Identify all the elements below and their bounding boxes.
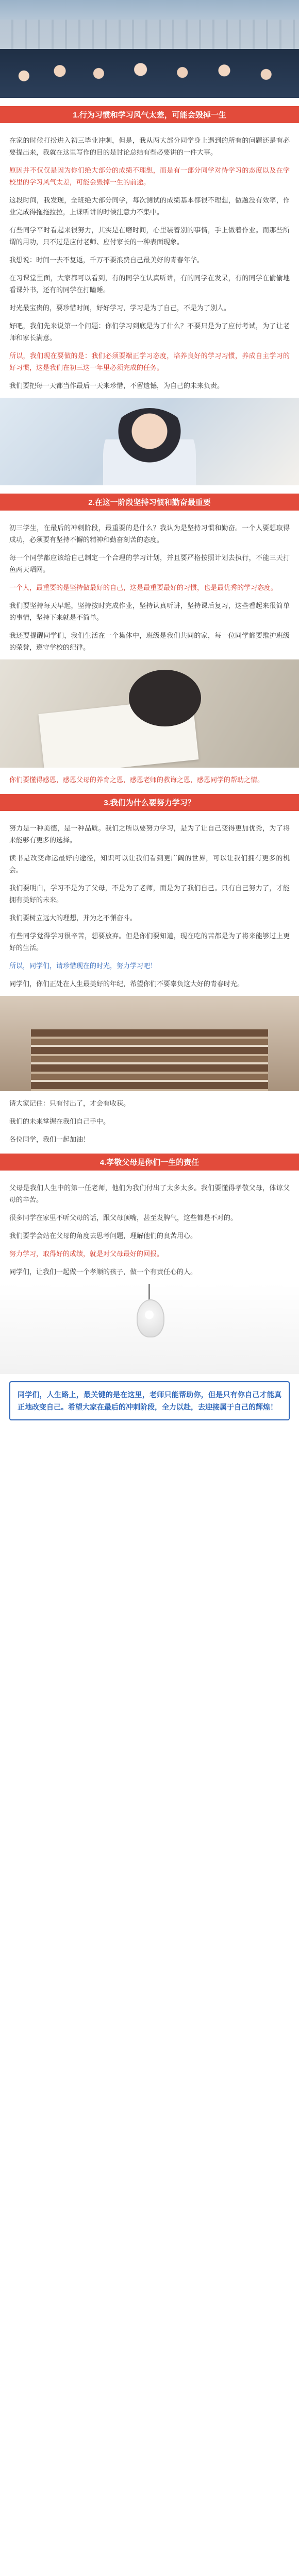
paragraph: 在习课堂里面，大家都可以看到，有的同学在认真听讲，有的同学在发呆，有的同学在偷偷地看课外书，还有的同学在打瞌睡。 (9, 274, 290, 294)
paragraph-highlight: 你们要懂得感恩，感恩父母的养育之恩，感恩老师的教诲之恩，感恩同学的帮助之情。 (9, 776, 264, 784)
paragraph: 时光最宝贵的，要珍惜时间，好好学习，学习是为了自己，不是为了别人。 (9, 304, 231, 312)
paragraph-highlight: 所以，我们现在要做的是：我们必须要端正学习态度，培养良好的学习习惯，养成自主学习的好习惯，这是我们在初三这一年里必须完成的任务。 (9, 352, 290, 371)
paragraph: 这段时间，我发现，全班绝大部分同学，每次测试的成绩基本都很不理想，做题没有效率，作业完成得拖拖拉拉，上课听讲的时候注意力不集中。 (9, 196, 290, 216)
lamp-bulb-shape (137, 1299, 164, 1337)
section-1-body (0, 128, 299, 392)
section-2-body-continued (0, 768, 299, 786)
girl-figure-shape (103, 408, 196, 485)
paragraph: 有些同学平时看起来很努力，其实是在磨时间，心里装着别的事情，手上做着作业。而那些所谓的用功，只不过是应付老师、应付家长的一种表面现象。 (9, 226, 290, 246)
student-girl-photo (0, 398, 299, 485)
paragraph: 请大家记住：只有付出了，才会有收获。 (9, 1099, 130, 1107)
paragraph: 父母是我们人生中的第一任老师，他们为我们付出了太多太多。我们要懂得孝敬父母，体谅父母的辛苦。 (9, 1184, 290, 1204)
paragraph: 努力是一种美德，是一种品质。我们之所以要努力学习，是为了让自己变得更加优秀，为了将来能够有更多的选择。 (9, 824, 290, 844)
paragraph: 好吧，我们先来说第一个问题：你们学习到底是为了什么？不要只是为了应付考试，为了让老师和家长满意。 (9, 322, 290, 342)
paragraph: 有些同学觉得学习很辛苦，想要放弃。但是你们要知道，现在吃的苦都是为了将来能够过上更好的生活。 (9, 932, 290, 952)
paragraph: 很多同学在家里不听父母的话，跟父母顶嘴，甚至发脾气，这些都是不对的。 (9, 1214, 238, 1222)
books-stack-photo (0, 996, 299, 1091)
paragraph: 我们的未来掌握在我们自己手中。 (9, 1117, 110, 1125)
paragraph: 读书是改变命运最好的途径，知识可以让我们看到更广阔的世界，可以让我们拥有更多的机会。 (9, 854, 290, 874)
paragraph-highlight: 所以，同学们，请珍惜现在的时光，努力学习吧！ (9, 962, 157, 970)
lamp-cord-shape (148, 1284, 150, 1300)
paragraph: 各位同学，我们一起加油！ (9, 1136, 90, 1143)
section-4-body (0, 1176, 299, 1278)
paragraph: 我还要提醒同学们，我们生活在一个集体中，班级是我们共同的家，每一位同学都要维护班级的荣誉，遵守学校的纪律。 (9, 632, 290, 651)
building-shape (0, 20, 299, 50)
student-crowd-shape (0, 49, 299, 98)
section-title-2: 2.在这一阶段坚持习惯和勤奋最重要 (0, 494, 299, 511)
lamp-bulb-photo (0, 1284, 299, 1374)
section-3-body (0, 816, 299, 990)
paragraph: 初三学生，在最后的冲刺阶段，最重要的是什么？我认为是坚持习惯和勤奋。一个人要想取得成功，必须要有坚持不懈的精神和勤奋刻苦的态度。 (9, 524, 290, 544)
section-title-1: 1.行为习惯和学习风气太差，可能会毁掉一生 (0, 106, 299, 123)
books-shape (31, 1029, 268, 1091)
paragraph: 我们要树立远大的理想，并为之不懈奋斗。 (9, 914, 137, 922)
paragraph-highlight: 一个人，最重要的是坚持做最好的自己，这是最重要最好的习惯，也是最优秀的学习态度。 (9, 584, 278, 591)
student-desk-photo (0, 659, 299, 768)
hero-photo (0, 0, 299, 98)
paragraph: 我们要把每一天都当作最后一天来珍惜，不留遗憾，为自己的未来负责。 (9, 382, 224, 389)
paragraph: 在家的时候打扮进入初三毕业冲刺，但是，我从两大部分同学身上遇到的所有的问题还是有必要提出来，我就在这里写作的目的是讨论总结有些必要讲的一件大事。 (9, 137, 290, 156)
section-title-4: 4.孝敬父母是你们一生的责任 (0, 1154, 299, 1171)
paragraph: 同学们，你们正处在人生最美好的年纪，希望你们不要辜负这大好的青春时光。 (9, 980, 244, 988)
paragraph: 我想说：时间一去不复返，千万不要浪费自己最美好的青春年华。 (9, 256, 204, 264)
paragraph: 我们要坚持每天早起，坚持按时完成作业，坚持认真听讲，坚持课后复习，这些看起来很简单的事情，坚持下来就是不简单。 (9, 602, 290, 621)
paragraph: 每一个同学都应该给自己制定一个合理的学习计划，并且要严格按照计划去执行，不能三天打鱼两天晒网。 (9, 554, 290, 573)
closing-quote: 同学们，人生路上，最关键的是在这里，老师只能帮助你，但是只有你自己才能真正地改变自己。希望大家在最后的冲刺阶段，全力以赴，去迎接属于自己的辉煌！ (9, 1381, 290, 1420)
section-3-body-continued (0, 1091, 299, 1145)
head-shape (129, 670, 201, 726)
paragraph-highlight: 努力学习，取得好的成绩，就是对父母最好的回报。 (9, 1250, 164, 1258)
paragraph-highlight: 原因并不仅仅是因为你们绝大部分的成绩不理想，而是有一部分同学对待学习的态度以及在学校里的学习风气太差，可能会毁掉一生的前途。 (9, 166, 290, 186)
paragraph: 我们要明白，学习不是为了父母，不是为了老师，而是为了我们自己。只有自己努力了，才能拥有美好的未来。 (9, 884, 290, 904)
paragraph: 我们要学会站在父母的角度去思考问题，理解他们的良苦用心。 (9, 1232, 197, 1240)
section-title-3: 3.我们为什么要努力学习？ (0, 794, 299, 811)
section-2-body (0, 516, 299, 653)
paragraph: 同学们，让我们一起做一个孝顺的孩子，做一个有责任心的人。 (9, 1268, 197, 1276)
